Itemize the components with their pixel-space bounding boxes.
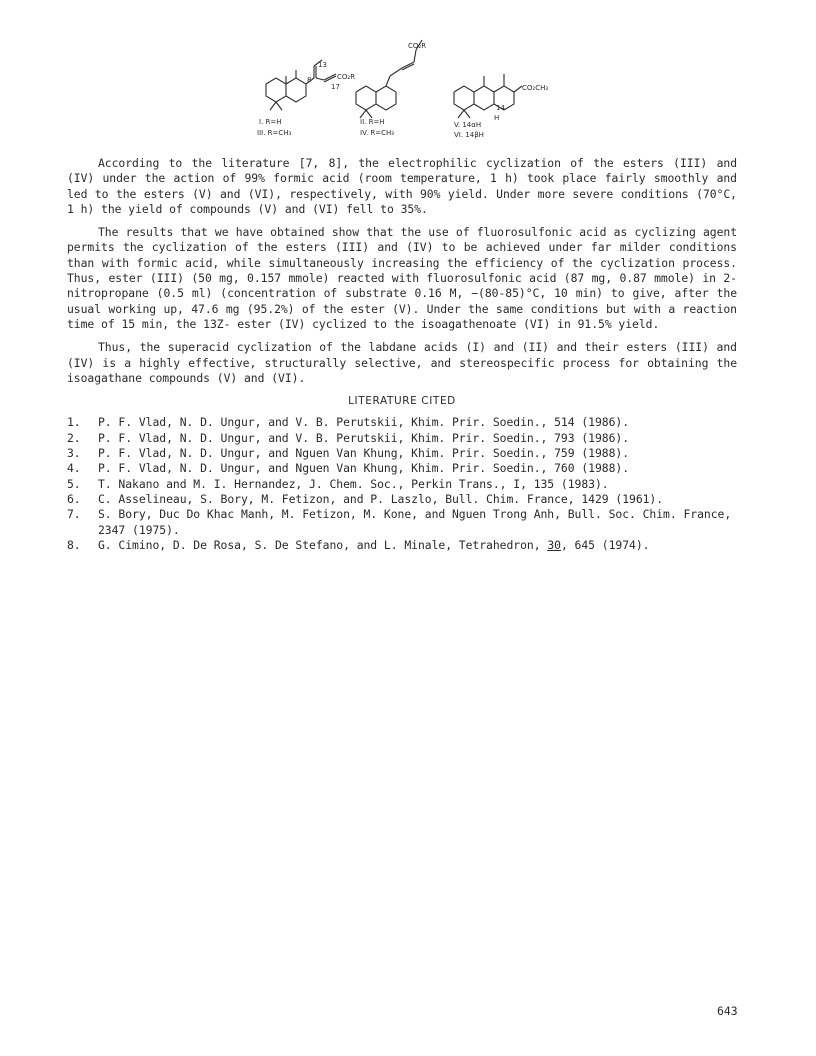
c2-label-1: II. R=H [360,118,385,126]
reference-text: P. F. Vlad, N. D. Ungur, and V. B. Perutskii, Khim. Prir. Soedin., 793 (1986). [98,430,630,445]
reference-number: 8. [67,537,81,552]
reference-text: C. Asselineau, S. Bory, M. Fetizon, and P. Laszlo, Bull. Chim. France, 1429 (1961). [98,491,664,506]
reference-text: P. F. Vlad, N. D. Ungur, and Nguen Van Khung, Khim. Prir. Soedin., 760 (1988). [98,461,630,476]
c1-label-2: III. R=CH₃ [257,129,292,137]
structure-v-vi [454,74,548,139]
references-list [67,415,737,553]
paragraph-conclusion: Thus, the superacid cyclization of the labdane acids (I) and (II) and their esters (III) and (IV) is a highly effective, structurally selective, and stereospecific process for obtaining the isoagathane compounds (V) and (VI). [67,340,737,385]
reference-text [98,538,737,553]
c1-position-8: 8 [307,76,312,84]
c1-position-13: 13 [318,61,327,69]
reference-number: 7. [67,507,81,522]
reference-item [67,477,737,492]
reference-volume: 30 [547,537,561,552]
structures-svg [244,36,549,148]
c3-label-2: VI. 14βH [454,131,484,139]
reference-number: 5. [67,476,81,491]
page-number: 643 [717,1004,738,1018]
reference-item [67,461,737,476]
references-heading: LITERATURE CITED [348,395,456,408]
reference-item [67,446,737,461]
c3-label-1: V. 14αH [454,121,482,129]
reference-text: P. F. Vlad, N. D. Ungur, and V. B. Perutskii, Khim. Prir. Soedin., 514 (1986). [98,415,630,430]
reference-item [67,415,737,430]
reference-text: T. Nakano and M. I. Hernandez, J. Chem. Soc., Perkin Trans., I, 135 (1983). [98,476,609,491]
article-body [67,156,737,553]
c3-substituent: CO₂CH₃ [522,84,549,92]
reference-number: 1. [67,415,81,430]
paragraph-formic-acid: According to the literature [7, 8], the electrophilic cyclization of the esters (III) and (IV) under the action of 99% formic acid (room temperature, 1 h) took place fairly smoothly and led to the esters (V) and (VI), respectively, with 90% yield. Under more severe conditions (70°C, 1 h) the yield of compounds (V) and (VI) fell to 35%. [67,156,737,216]
structure-ii-iv [356,40,426,137]
reference-item [67,492,737,507]
c3-position-14: 14 [496,104,505,112]
c2-substituent: CO₂R [408,42,427,50]
reference-text: S. Bory, Duc Do Khac Manh, M. Fetizon, M. Kone, and Nguen Trong Anh, Bull. Soc. Chim. France, 2347 (1975). [98,507,732,537]
reference-number: 3. [67,446,81,461]
structure-i-iii [257,60,355,137]
c2-label-2: IV. R=CH₃ [360,129,395,137]
reference-number: 6. [67,491,81,506]
reference-text-after: , 645 (1974). [560,537,650,552]
reference-number: 2. [67,430,81,445]
c3-h-label: H [494,114,500,122]
reference-text: P. F. Vlad, N. D. Ungur, and Nguen Van Khung, Khim. Prir. Soedin., 759 (1988). [98,446,630,461]
reference-number: 4. [67,461,81,476]
c1-label-1: I. R=H [259,118,282,126]
c1-substituent: CO₂R [337,73,356,81]
c1-position-17: 17 [331,83,340,91]
chemical-structures-figure [244,36,549,148]
reference-item [67,507,737,538]
reference-text-before: G. Cimino, D. De Rosa, S. De Stefano, and L. Minale, Tetrahedron, [98,537,548,552]
paragraph-fluorosulfonic-acid: The results that we have obtained show that the use of fluorosulfonic acid as cyclizing agent permits the cyclization of the esters (III) and (IV) to be achieved under far milder conditions than with formic acid, while simultaneously increasing the efficiency of the cyclization process. Thus, ester (III) (50 mg, 0.157 mmole) reacted with fluorosulfonic acid (87 mg, 0.87 mmole) in 2-nitropropane (0.5 ml) (concentration of substrate 0.16 M, −(80-85)°C, 10 min) to give, after the usual working up, 47.6 mg (95.2%) of the ester (V). Under the same conditions but with a reaction time of 15 min, the 13Z- ester (IV) cyclized to the isoagathenoate (VI) in 91.5% yield. [67,225,737,331]
reference-item [67,538,737,553]
reference-item [67,431,737,446]
